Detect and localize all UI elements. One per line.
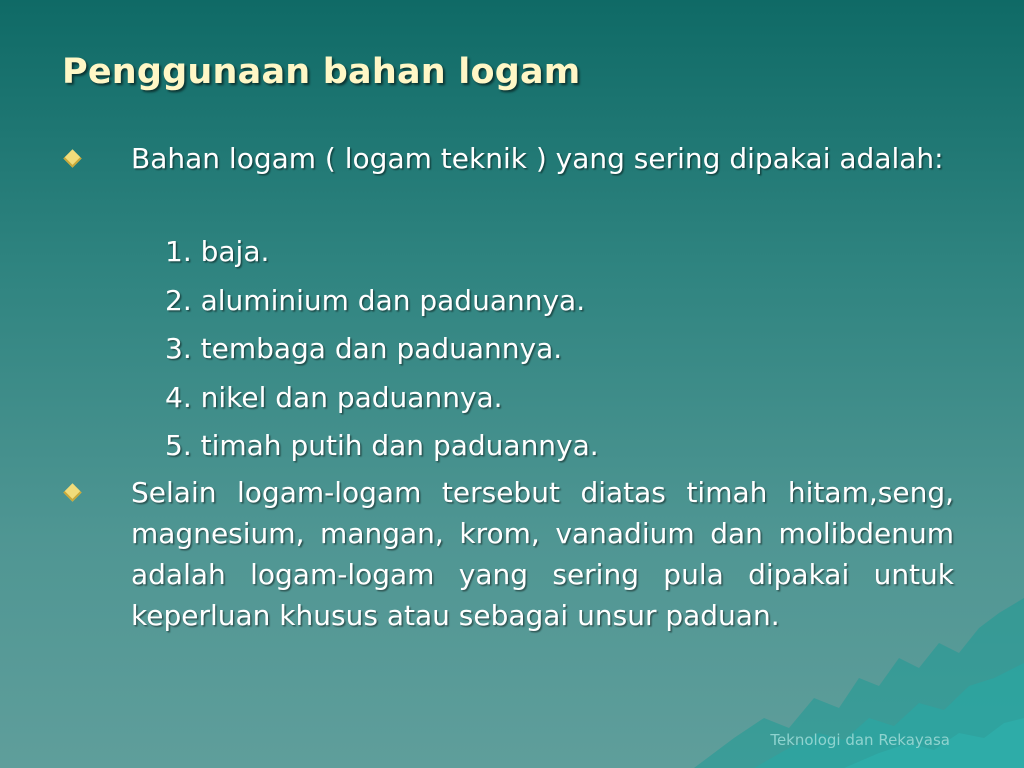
bullet-item: [62, 138, 954, 179]
list-item: 3. tembaga dan paduannya.: [165, 332, 563, 365]
bullet-item: [62, 472, 954, 636]
metal-list: [165, 228, 599, 471]
footer-text: Teknologi dan Rekayasa: [770, 731, 950, 749]
list-item: 1. baja.: [165, 235, 270, 268]
diamond-bullet-icon: [63, 483, 81, 501]
list-item: 5. timah putih dan paduannya.: [165, 429, 599, 462]
bullet-text: Selain logam-logam tersebut diatas timah hitam,seng, magnesium, mangan, krom, vanadium dan molibdenum adalah logam-logam yang sering pula dipakai untuk keperluan khusus atau sebagai unsur paduan.: [131, 476, 954, 632]
bullet-text: Bahan logam ( logam teknik ) yang sering dipakai adalah:: [131, 142, 944, 175]
list-item: 4. nikel dan paduannya.: [165, 380, 503, 414]
diamond-bullet-icon: [63, 149, 81, 167]
slide-title: Penggunaan bahan logam: [62, 52, 581, 92]
list-item: 2. aluminium dan paduannya.: [165, 283, 586, 317]
